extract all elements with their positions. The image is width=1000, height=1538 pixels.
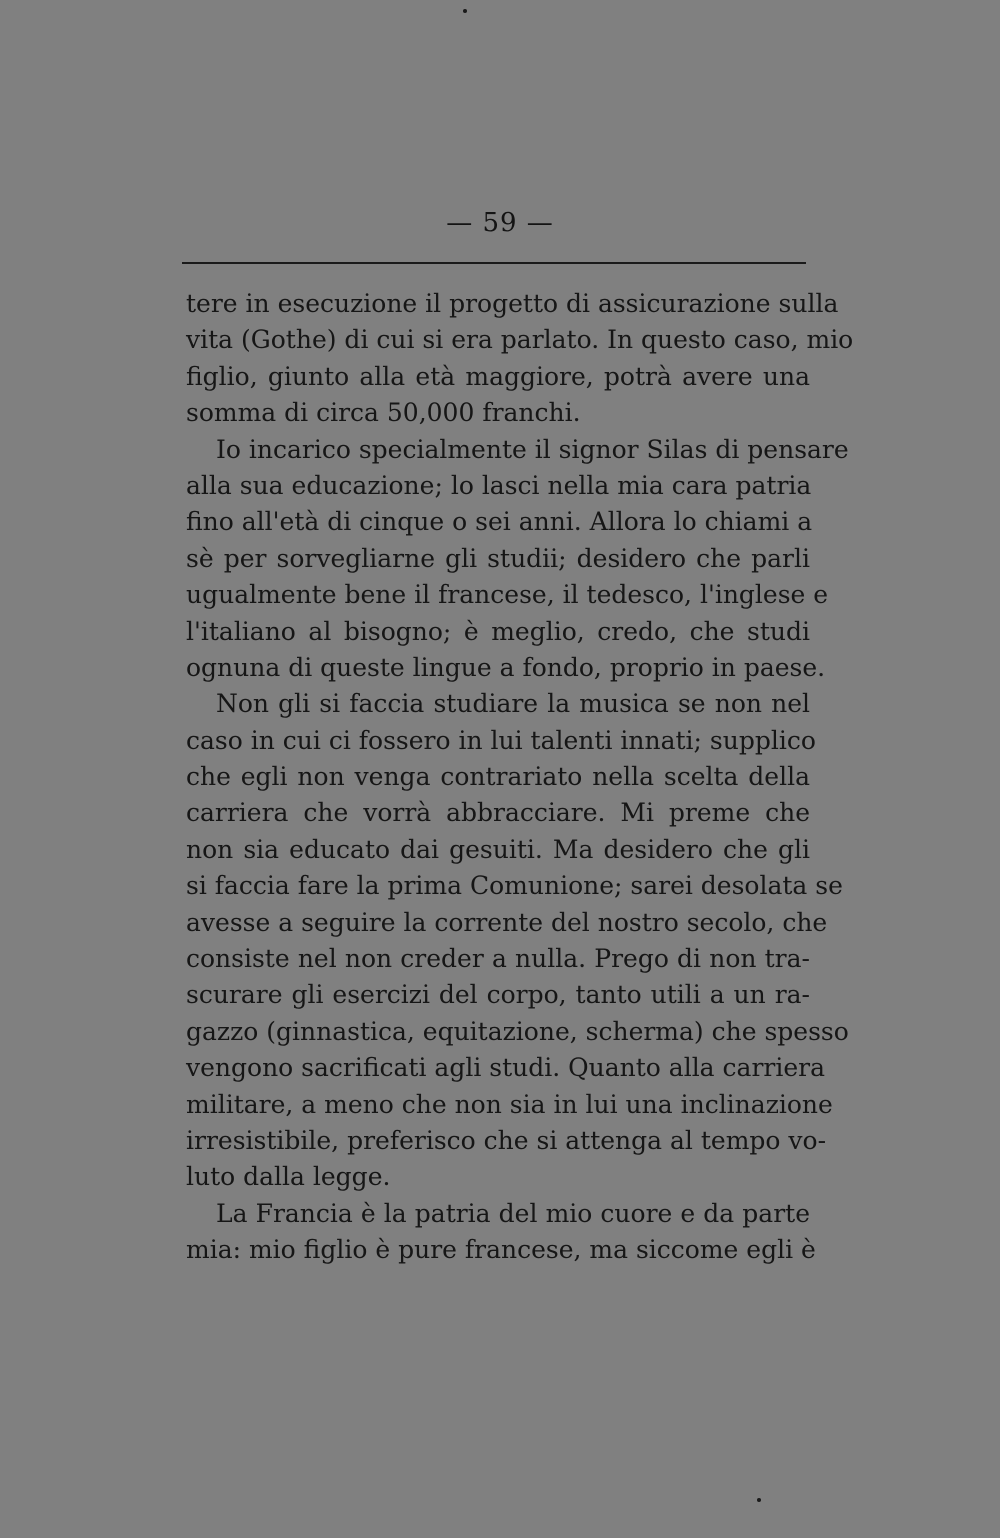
text-line: mia: mio figlio è pure francese, ma siccome egli è — [186, 1235, 816, 1265]
text-line: Non gli si faccia studiare la musica se non nel — [216, 689, 810, 719]
text-line: La Francia è la patria del mio cuore e da parte — [216, 1198, 810, 1228]
text-line: ognuna di queste lingue a fondo, proprio in paese. — [186, 652, 826, 682]
text-line: militare, a meno che non sia in lui una inclinazione — [186, 1089, 833, 1119]
text-line: si faccia fare la prima Comunione; sarei desolata se — [186, 871, 843, 901]
text-line: sè per sorvegliarne gli studii; desidero che parli — [186, 543, 810, 573]
text-line: avesse a seguire la corrente del nostro secolo, che — [186, 907, 828, 937]
text-line: tere in esecuzione il progetto di assicurazione sulla — [186, 289, 839, 318]
text-line: figlio, giunto alla età maggiore, potrà avere una — [186, 361, 810, 391]
text-line: gazzo (ginnastica, equitazione, scherma) che spesso — [186, 1016, 849, 1046]
text-line: caso in cui ci fossero in lui talenti innati; supplico — [186, 725, 816, 755]
text-line: carriera che vorrà abbracciare. Mi preme che — [186, 798, 810, 828]
text-line: irresistibile, preferisco che si attenga al tempo vo- — [186, 1125, 827, 1155]
text-line: alla sua educazione; lo lasci nella mia cara patria — [186, 470, 812, 500]
text-line: fino all'età di cinque o sei anni. Allora lo chiami a — [186, 507, 813, 537]
text-line: l'italiano al bisogno; è meglio, credo, che studi — [186, 616, 810, 646]
text-line: somma di circa 50,000 franchi. — [186, 398, 581, 428]
speck-mark — [757, 1498, 761, 1502]
text-line: vengono sacrificati agli studi. Quanto alla carriera — [186, 1053, 825, 1083]
text-line: scurare gli esercizi del corpo, tanto utili a un ra- — [186, 980, 810, 1010]
page-number: — 59 — — [446, 208, 554, 238]
speck-mark — [463, 9, 467, 13]
text-line: vita (Gothe) di cui si era parlato. In questo caso, mio — [186, 325, 854, 355]
text-line: ugualmente bene il francese, il tedesco, l'inglese e — [186, 580, 829, 610]
text-line: che egli non venga contrariato nella scelta della — [186, 762, 810, 792]
text-line: consiste nel non creder a nulla. Prego di non tra- — [186, 944, 810, 974]
text-line: Io incarico specialmente il signor Silas di pensare — [216, 434, 849, 464]
text-line: non sia educato dai gesuiti. Ma desidero che gli — [186, 834, 810, 864]
header-rule — [182, 262, 806, 264]
body-text — [186, 286, 854, 1269]
text-line: luto dalla legge. — [186, 1162, 391, 1192]
